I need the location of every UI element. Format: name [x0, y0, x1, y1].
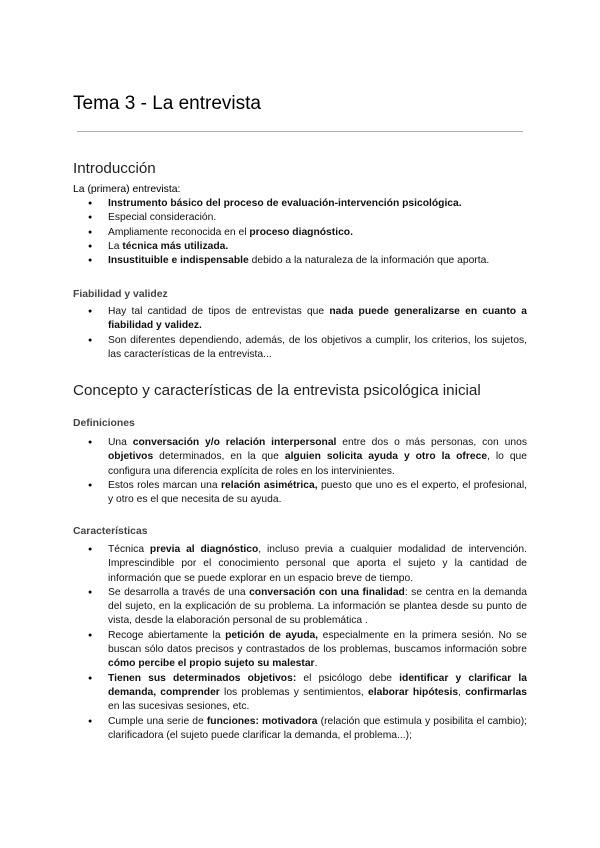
section-heading-concepto: Concepto y características de la entrevista psicológica inicial — [73, 382, 481, 399]
bold-text: conversación con una finalidad — [249, 586, 405, 598]
bold-text: conversación y/o relación interpersonal — [132, 437, 337, 448]
bold-text: Tienen sus determinados objetivos: — [108, 672, 297, 684]
caracteristicas-bullet-list — [87, 543, 527, 743]
bold-text: proceso diagnóstico. — [249, 226, 353, 238]
text-segment: La — [108, 240, 123, 252]
bold-text: confirmarlas — [465, 686, 527, 698]
list-item — [87, 254, 527, 268]
intro-lead-text: La (primera) entrevista: — [73, 184, 181, 195]
text-segment: Se desarrolla a través de una — [108, 586, 250, 598]
list-item — [87, 436, 527, 479]
list-item — [87, 629, 527, 672]
list-item — [87, 240, 527, 254]
list-item — [87, 197, 527, 211]
subheading-definiciones: Definiciones — [73, 418, 135, 429]
definiciones-bullet-list — [87, 436, 527, 507]
bold-text: objetivos — [108, 451, 154, 463]
list-item — [87, 715, 527, 744]
subheading-caracteristicas: Características — [73, 526, 148, 537]
text-segment: , — [458, 686, 466, 698]
bold-text: identificar y clarificar la demanda, comprender — [108, 672, 527, 698]
text-segment: debido a la naturaleza de la información que aporta. — [248, 255, 490, 267]
text-segment: determinados, en la que — [153, 451, 285, 463]
bold-text: petición de ayuda, — [225, 629, 319, 641]
text-segment: Una — [108, 437, 133, 448]
intro-bullet-list — [87, 197, 527, 268]
text-segment: en las sucesivas sesiones, etc. — [108, 701, 250, 713]
text-segment: los problemas y sentimientos, — [219, 686, 369, 698]
bold-text: previa al diagnóstico — [149, 544, 259, 555]
text-segment: Especial consideración. — [108, 212, 217, 224]
section-heading-introduccion: Introducción — [73, 160, 156, 177]
bold-text: nada puede generalizarse en cuanto a fiabilidad y validez. — [108, 306, 527, 332]
text-segment: , lo que configura una diferencia explícita de roles en los intervinientes. — [108, 451, 528, 477]
text-segment: Recoge abiertamente la — [108, 629, 226, 641]
list-item — [87, 305, 527, 334]
list-item — [87, 211, 527, 225]
subheading-fiabilidad-validez: Fiabilidad y validez — [73, 289, 168, 300]
bold-text: Insustituible e indispensable — [108, 255, 249, 267]
list-item — [87, 672, 527, 715]
bold-text: técnica más utilizada. — [122, 240, 229, 252]
text-segment: puesto que uno es el experto, el profesional, y otro es el que necesita de su ayuda. — [108, 479, 527, 506]
text-segment: Ampliamente reconocida en el — [108, 226, 250, 238]
text-segment: . — [314, 658, 318, 670]
text-segment: Técnica — [108, 544, 150, 555]
text-segment: Cumple una serie de — [108, 715, 207, 727]
bold-text: Instrumento básico del proceso de evaluación-intervención psicológica. — [108, 198, 462, 209]
list-item — [87, 226, 527, 240]
text-segment: entre dos o más personas, con unos — [336, 437, 527, 448]
page-title: Tema 3 - La entrevista — [73, 93, 261, 114]
list-item — [87, 586, 527, 629]
list-item — [87, 543, 527, 586]
bold-text: relación asimétrica, — [220, 479, 318, 491]
text-segment: (relación que estimula y posibilita el cambio); clarificadora (el sujeto puede clarificar la demanda, el problema...); — [108, 715, 527, 741]
text-segment: Estos roles marcan una — [108, 479, 221, 491]
text-segment: especialmente en la primera sesión. No se buscan sólo datos precisos y contrastados de los problemas, buscamos información sobre — [108, 629, 527, 656]
bold-text: elaborar hipótesis — [368, 686, 459, 698]
bold-text: funciones: motivadora — [206, 715, 318, 727]
list-item — [87, 334, 527, 363]
text-segment: Son diferentes dependiendo, además, de los objetivos a cumplir, los criterios, los sujetos, las características de la entrevista... — [108, 334, 527, 360]
bold-text: cómo percibe el propio sujeto su malestar — [108, 658, 315, 670]
text-segment: : se centra en la demanda del sujeto, en la explicación de su problema. La información se plantea desde su punto de vista, desde la elaboración personal de su problemática . — [108, 586, 527, 627]
text-segment: , incluso previa a cualquier modalidad de intervención. Imprescindible por el conocimiento personal que aporta el sujeto y la cantidad de información que se puede explorar en un espacio breve de tiempo. — [108, 544, 527, 584]
list-item — [87, 479, 527, 508]
text-segment: Hay tal cantidad de tipos de entrevistas que — [108, 306, 330, 317]
text-segment: el psicólogo debe — [296, 672, 400, 684]
title-divider — [77, 131, 523, 132]
bold-text: alguien solicita ayuda y otro la ofrece — [284, 451, 488, 463]
fiabilidad-bullet-list — [87, 305, 527, 362]
